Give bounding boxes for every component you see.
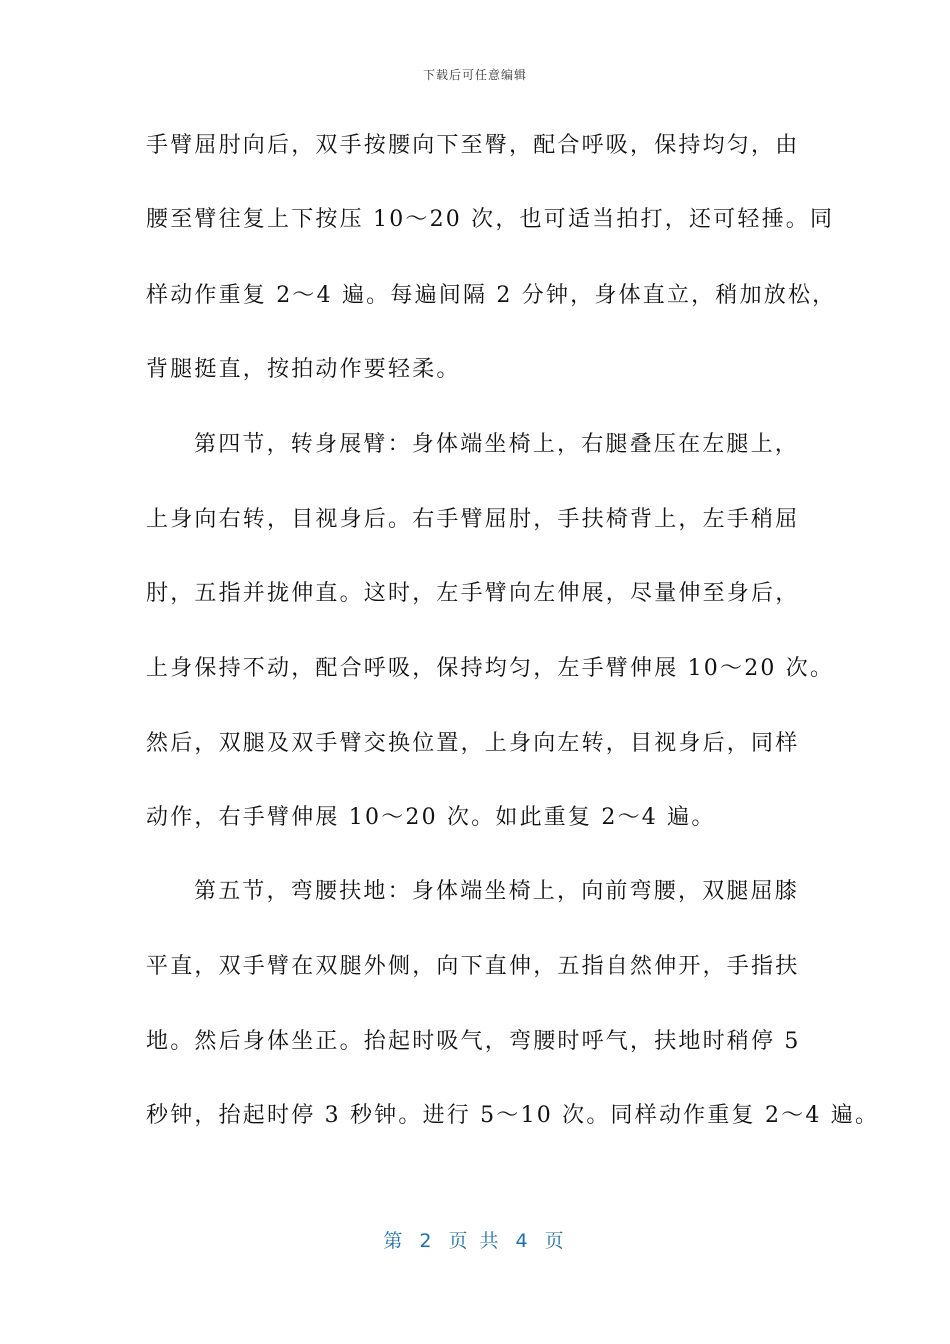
- text-line: 手臂屈肘向后，双手按腰向下至臀，配合呼吸，保持均匀，由: [146, 133, 800, 158]
- text-line: 肘，五指并拢伸直。这时，左手臂向左伸展，尽量伸至身后，: [146, 581, 800, 606]
- text-line: 然后，双腿及双手臂交换位置，上身向左转，目视身后，同样: [146, 731, 800, 756]
- text-line: 第五节，弯腰扶地：身体端坐椅上，向前弯腰，双腿屈膝: [194, 879, 800, 904]
- text-line: 第四节，转身展臂：身体端坐椅上，右腿叠压在左腿上，: [194, 432, 800, 457]
- text-line: 动作，右手臂伸展 10～20 次。如此重复 2～4 遍。: [146, 805, 716, 830]
- page-label-mid: 页 共: [448, 1230, 502, 1252]
- text-line: 上身保持不动，配合呼吸，保持均匀，左手臂伸展 10～20 次。: [146, 656, 835, 681]
- header-note: 下载后可任意编辑: [422, 68, 527, 82]
- text-line: 腰至臂往复上下按压 10～20 次，也可适当拍打，还可轻捶。同: [146, 207, 835, 232]
- page-current: 2: [419, 1230, 435, 1252]
- text-line: 平直，双手臂在双腿外侧，向下直伸，五指自然伸开，手指扶: [146, 954, 800, 979]
- text-line: 秒钟，抬起时停 3 秒钟。进行 5～10 次。同样动作重复 2～4 遍。: [146, 1103, 880, 1128]
- page-label-prefix: 第: [383, 1230, 406, 1252]
- text-line: 上身向右转，目视身后。右手臂屈肘，手扶椅背上，左手稍屈: [146, 507, 800, 532]
- page-label-suffix: 页: [544, 1230, 567, 1252]
- text-line: 背腿挺直，按拍动作要轻柔。: [146, 357, 461, 382]
- text-line: 地。然后身体坐正。抬起时吸气，弯腰时呼气，扶地时稍停 5: [146, 1029, 801, 1054]
- page-total: 4: [515, 1230, 531, 1252]
- page-footer: [0, 1226, 950, 1253]
- text-line: 样动作重复 2～4 遍。每遍间隔 2 分钟，身体直立，稍加放松，: [146, 283, 837, 308]
